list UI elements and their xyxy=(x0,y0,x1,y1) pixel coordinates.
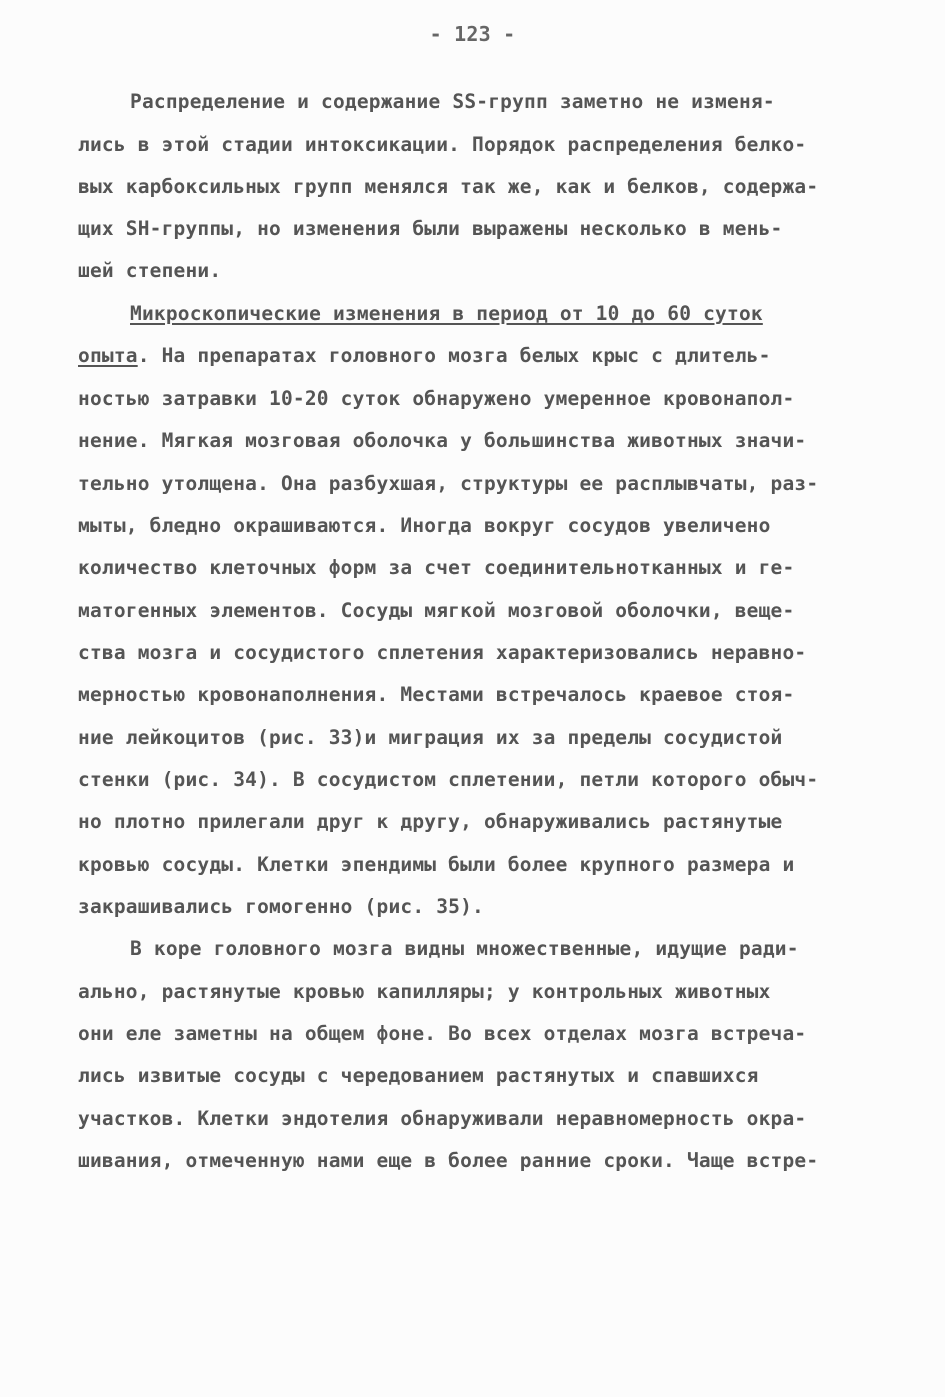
text-line: ние лейкоцитов (рис. 33)и миграция их за пределы сосудистой xyxy=(78,726,783,749)
section-heading: Микроскопические изменения в период от 10 до 60 суток xyxy=(130,302,763,325)
text-line: но плотно прилегали друг к другу, обнаруживались растянутые xyxy=(78,810,783,833)
text-line-rest: . На препаратах головного мозга белых крыс с длитель- xyxy=(137,344,771,367)
text-line: закрашивались гомогенно (рис. 35). xyxy=(78,895,484,918)
text-line: лись извитые сосуды с чередованием растянутых и спавшихся xyxy=(78,1064,759,1087)
text-line: стенки (рис. 34). В сосудистом сплетении, петли которого обыч- xyxy=(78,768,819,791)
text-line: вых карбоксильных групп менялся так же, как и белков, содержа- xyxy=(78,175,819,198)
text-line: количество клеточных форм за счет соединительнотканных и ге- xyxy=(78,556,795,579)
section-heading-continuation: опыта xyxy=(78,344,138,367)
text-line: лись в этой стадии интоксикации. Порядок распределения белко- xyxy=(78,133,807,156)
text-line: шей степени. xyxy=(78,259,222,282)
text-line: тельно утолщена. Она разбухшая, структуры ее расплывчаты, раз- xyxy=(78,472,819,495)
text-line: В коре головного мозга видны множественные, идущие ради- xyxy=(130,937,799,960)
text-line: ства мозга и сосудистого сплетения характеризовались неравно- xyxy=(78,641,807,664)
text-line: щих SH-группы, но изменения были выражены несколько в мень- xyxy=(78,217,783,240)
text-line: кровью сосуды. Клетки эпендимы были более крупного размера и xyxy=(78,853,795,876)
text-line: мерностью кровонаполнения. Местами встречалось краевое стоя- xyxy=(78,683,795,706)
text-line: Распределение и содержание SS-групп заметно не изменя- xyxy=(130,90,775,113)
text-line: нение. Мягкая мозговая оболочка у большинства животных значи- xyxy=(78,429,807,452)
page-number: - 123 - xyxy=(429,22,516,46)
text-line: они еле заметны на общем фоне. Во всех отделах мозга встреча- xyxy=(78,1022,807,1045)
text-line: мыты, бледно окрашиваются. Иногда вокруг сосудов увеличено xyxy=(78,514,771,537)
text-line: ально, растянутые кровью капилляры; у контрольных животных xyxy=(78,980,771,1003)
text-line: участков. Клетки эндотелия обнаруживали неравномерность окра- xyxy=(78,1107,807,1130)
text-line: ностью затравки 10-20 суток обнаружено умеренное кровонапол- xyxy=(78,387,795,410)
text-line: шивания, отмеченную нами еще в более ранние сроки. Чаще встре- xyxy=(78,1149,819,1172)
text-line xyxy=(78,346,771,366)
text-line: матогенных элементов. Сосуды мягкой мозговой оболочки, веще- xyxy=(78,599,795,622)
